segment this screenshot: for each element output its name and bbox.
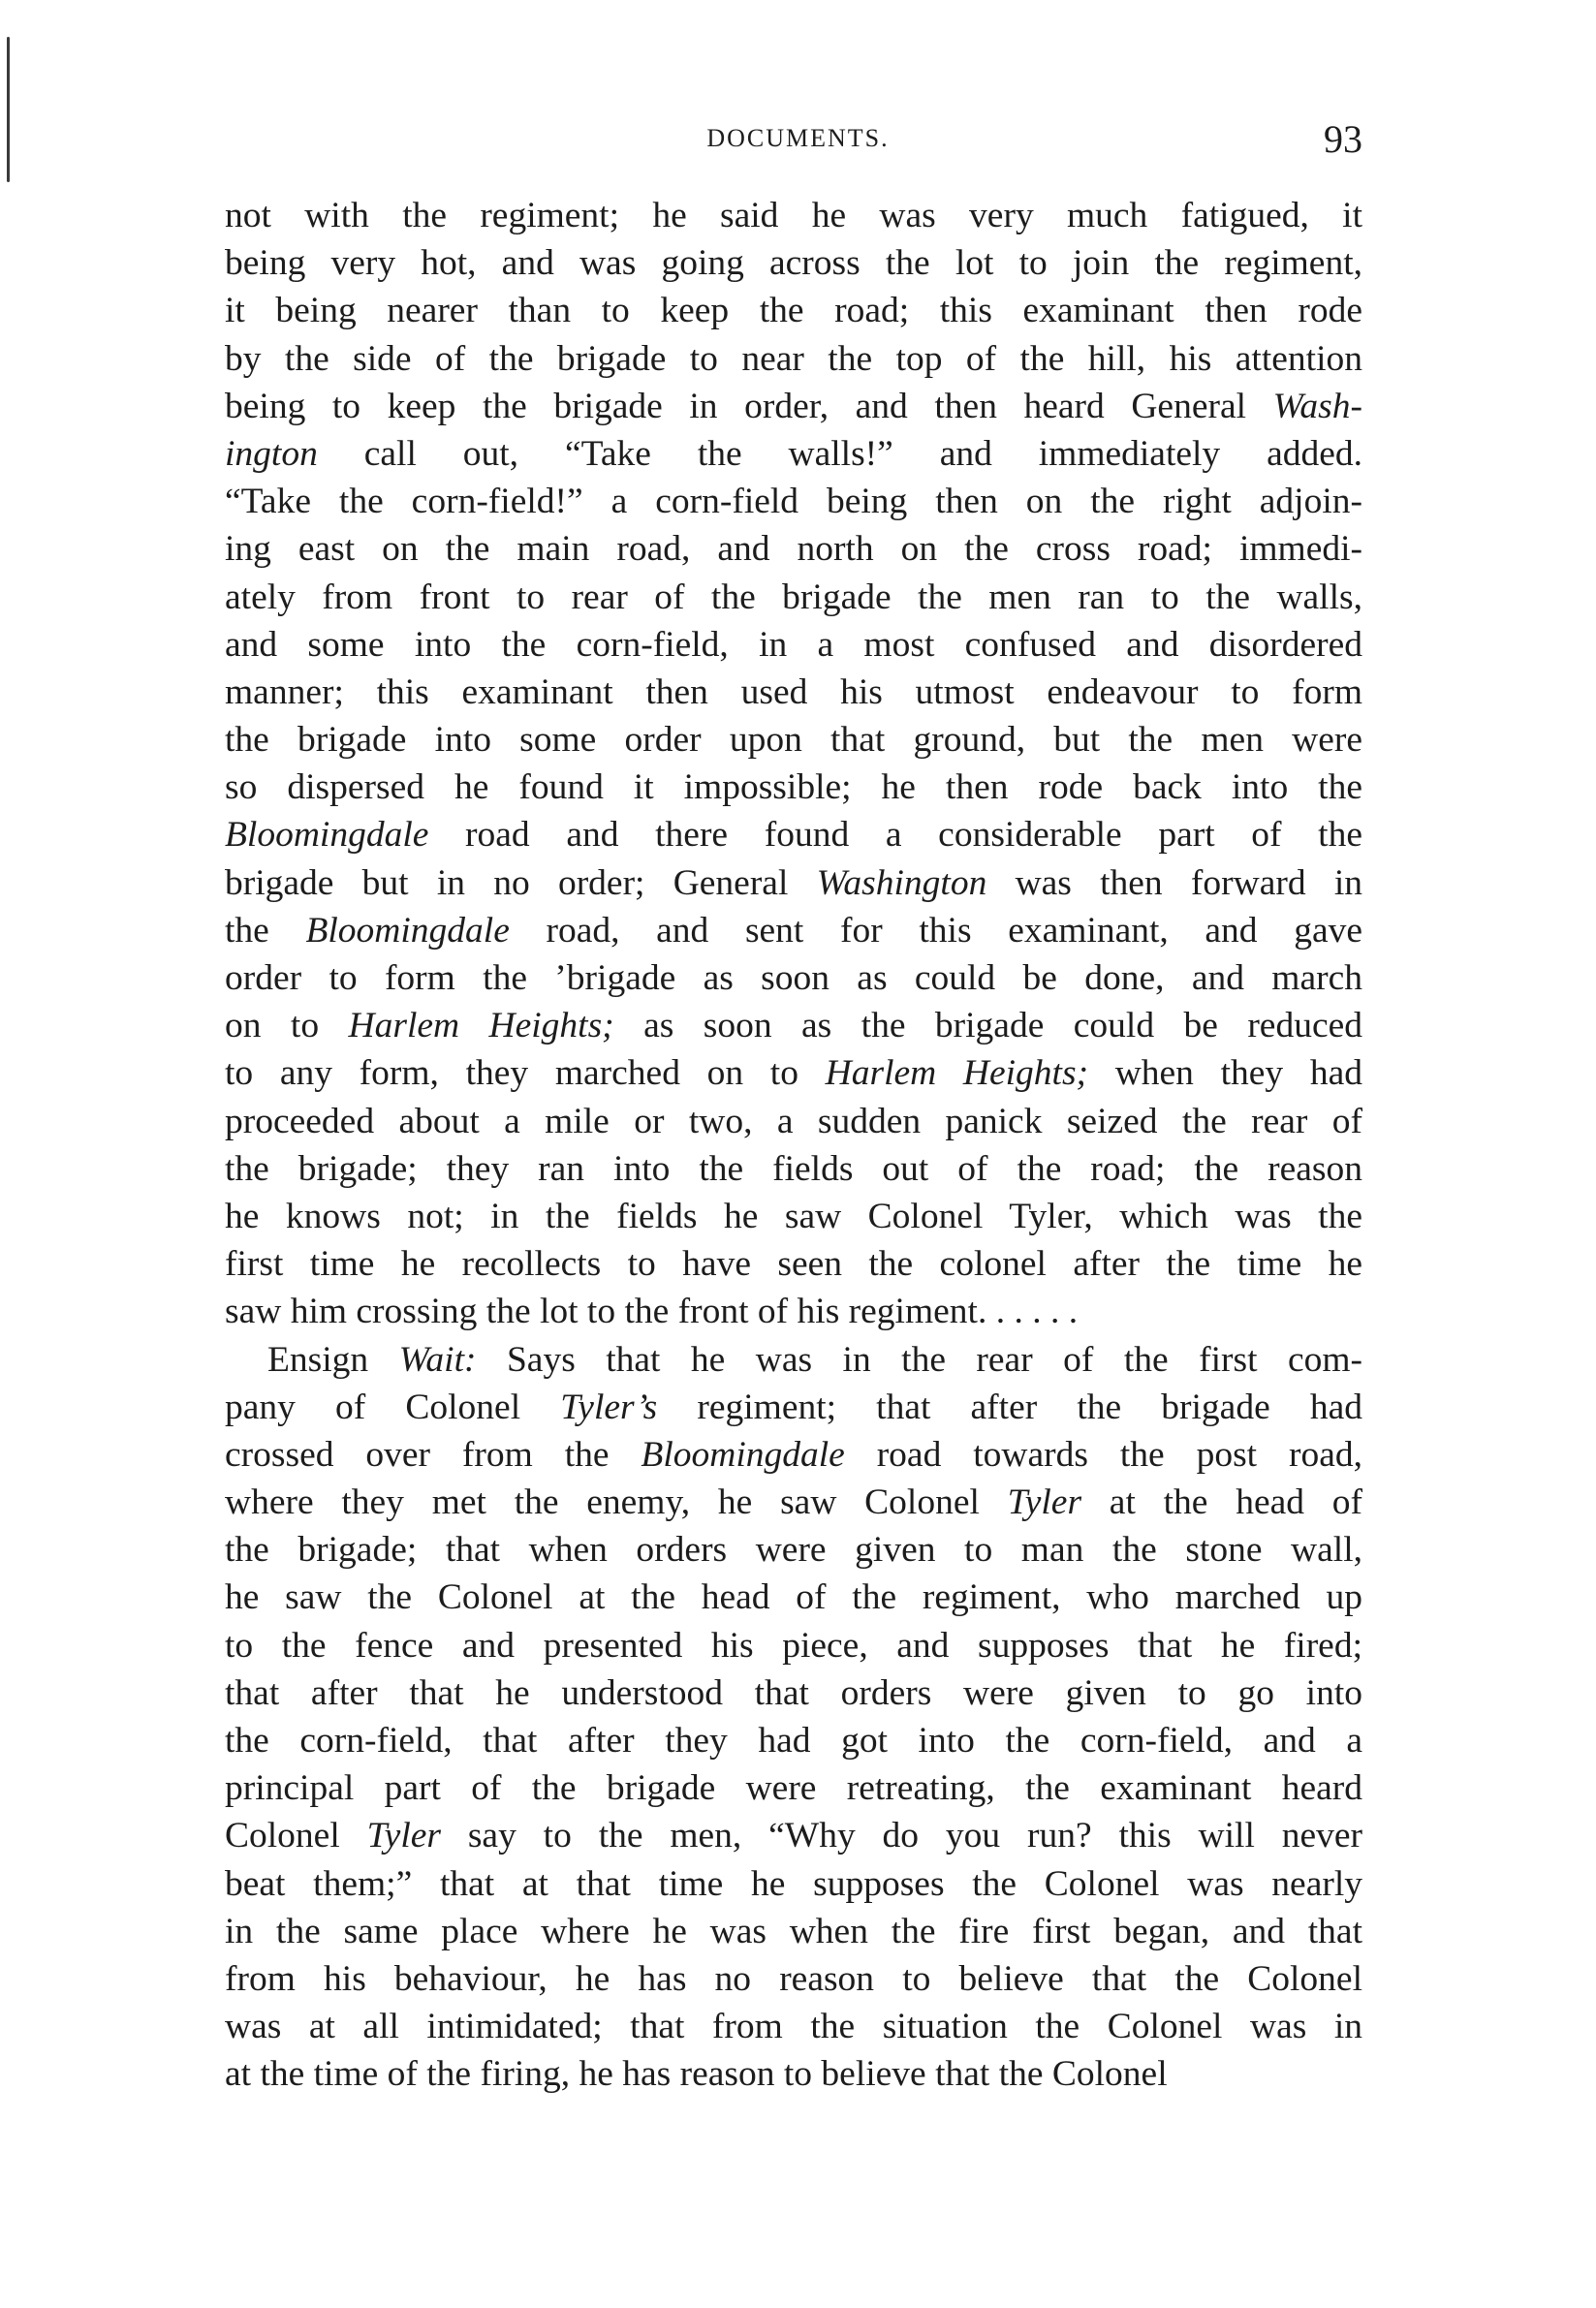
text-segment: call out, “Take the walls!” and immediately added. [317, 433, 1362, 474]
text-line [225, 1431, 1362, 1479]
text-segment: at the time of the firing, he has reason to believe that the Colonel [225, 2054, 1168, 2095]
text-segment: he saw the Colonel at the head of the regiment, who marched up [225, 1577, 1362, 1618]
text-segment: Says that he was in the rear of the first com- [476, 1339, 1362, 1380]
text-line [225, 430, 1362, 478]
text-segment: the corn-field, that after they had got into the corn-field, and a [225, 1721, 1362, 1761]
text-line [225, 1764, 1362, 1812]
text-segment: Wait: [398, 1339, 477, 1380]
text-segment: and some into the corn-field, in a most confused and disordered [225, 624, 1362, 665]
text-segment: not with the regiment; he said he was very much fatigued, it [225, 196, 1362, 235]
text-line [225, 1622, 1362, 1669]
text-segment: Washington [816, 862, 987, 903]
text-line [225, 1384, 1362, 1431]
text-segment: say to the men, “Why do you run? this will never [440, 1816, 1362, 1856]
text-segment: principal part of the brigade were retreating, the examinant heard [225, 1768, 1362, 1809]
text-line [225, 1574, 1362, 1621]
text-line [225, 239, 1362, 287]
text-line [225, 764, 1362, 811]
text-segment: order to form the ’brigade as soon as could be done, and march [225, 958, 1362, 998]
text-segment: saw him crossing the lot to the front of his regiment. . . . . . [225, 1292, 1079, 1332]
text-segment: Colonel [225, 1816, 367, 1856]
page-number: 93 [1324, 117, 1362, 161]
text-segment: was at all intimidated; that from the situation the Colonel was in [225, 2007, 1362, 2047]
text-segment: Wash- [1272, 386, 1362, 426]
text-segment: he knows not; in the fields he saw Colonel Tyler, which was the [225, 1196, 1362, 1236]
text-segment: being very hot, and was going across the lot to join the regiment, [225, 243, 1362, 284]
text-line [225, 1717, 1362, 1764]
text-line [225, 2003, 1362, 2050]
text-segment: Bloomingdale [641, 1434, 845, 1475]
text-line [225, 1669, 1362, 1717]
text-segment: “Take the corn-field!” a corn-field being then on the right adjoin- [225, 482, 1362, 522]
text-segment: road towards the post road, [844, 1434, 1362, 1475]
text-line [225, 1240, 1362, 1288]
text-line [225, 574, 1362, 621]
text-line [225, 811, 1362, 858]
text-line [225, 287, 1362, 334]
text-segment: it being nearer than to keep the road; this examinant then rode [225, 291, 1362, 331]
text-segment: manner; this examinant then used his utmost endeavour to form [225, 671, 1362, 712]
text-line [225, 1098, 1362, 1145]
text-line [225, 954, 1362, 1002]
text-segment: beat them;” that at that time he supposes the Colonel was nearly [225, 1863, 1362, 1904]
text-line [225, 1002, 1362, 1049]
text-line [225, 1860, 1362, 1908]
text-segment: road and there found a considerable part of the [428, 815, 1362, 856]
text-segment: being to keep the brigade in order, and then heard General [225, 386, 1273, 426]
text-segment: the brigade; they ran into the fields out of the road; the reason [225, 1148, 1362, 1189]
text-line [225, 1526, 1362, 1574]
text-line [225, 1193, 1362, 1240]
text-line [225, 335, 1362, 383]
text-segment: Tyler [1007, 1482, 1082, 1523]
text-segment: the [225, 910, 306, 951]
text-line [225, 525, 1362, 573]
text-segment: ately from front to rear of the brigade the men ran to the walls, [225, 577, 1362, 617]
running-head [0, 116, 1596, 161]
text-segment: was then forward in [986, 862, 1362, 903]
text-line [225, 1336, 1362, 1384]
text-line [225, 1479, 1362, 1526]
text-segment: proceeded about a mile or two, a sudden panick seized the rear of [225, 1101, 1362, 1141]
text-line [225, 1145, 1362, 1193]
text-line [225, 1812, 1362, 1859]
text-segment: as soon as the brigade could be reduced [613, 1006, 1362, 1046]
text-line [225, 1288, 1362, 1335]
text-line [225, 669, 1362, 716]
text-segment: Bloomingdale [225, 815, 429, 856]
margin-rule [7, 37, 10, 182]
text-segment: Ensign [267, 1339, 399, 1380]
text-line [225, 1955, 1362, 2003]
text-line [225, 1049, 1362, 1097]
text-segment: by the side of the brigade to near the top of the hill, his attention [225, 338, 1362, 379]
text-segment: when they had [1088, 1053, 1362, 1094]
text-segment: first time he recollects to have seen the colonel after the time he [225, 1244, 1362, 1285]
text-segment: brigade but in no order; General [225, 862, 817, 903]
text-segment: ing east on the main road, and north on the cross road; immedi- [225, 529, 1362, 570]
text-segment: from his behaviour, he has no reason to believe that the Colonel [225, 1958, 1362, 1999]
text-segment: Tyler’s [560, 1387, 658, 1427]
text-segment: Harlem Heights; [348, 1006, 614, 1046]
text-segment: in the same place where he was when the fire first began, and that [225, 1911, 1362, 1951]
text-line [225, 859, 1362, 907]
text-segment: regiment; that after the brigade had [657, 1387, 1362, 1427]
text-segment: where they met the enemy, he saw Colonel [225, 1482, 1008, 1523]
text-segment: to the fence and presented his piece, and supposes that he fired; [225, 1625, 1362, 1666]
text-segment: the brigade; that when orders were given to man the stone wall, [225, 1530, 1362, 1571]
text-line [225, 1908, 1362, 1955]
text-line [225, 907, 1362, 954]
body-text [225, 192, 1362, 2099]
text-segment: to any form, they marched on to [225, 1053, 826, 1094]
text-segment: pany of Colonel [225, 1387, 561, 1427]
text-segment: the brigade into some order upon that ground, but the men were [225, 720, 1362, 761]
text-segment: Bloomingdale [305, 910, 510, 951]
text-segment: Tyler [366, 1816, 441, 1856]
text-segment: ington [225, 433, 318, 474]
text-segment: road, and sent for this examinant, and gave [509, 910, 1362, 951]
page-title: DOCUMENTS. [706, 124, 890, 152]
text-segment: that after that he understood that orders were given to go into [225, 1672, 1362, 1713]
text-segment: on to [225, 1006, 349, 1046]
text-line [225, 716, 1362, 764]
text-segment: crossed over from the [225, 1434, 642, 1475]
text-line [225, 192, 1362, 239]
text-segment: so dispersed he found it impossible; he then rode back into the [225, 767, 1362, 808]
text-line [225, 621, 1362, 669]
text-line [225, 2050, 1362, 2098]
text-segment: Harlem Heights; [825, 1053, 1089, 1094]
text-segment: at the head of [1081, 1482, 1362, 1523]
text-line [225, 478, 1362, 525]
text-line [225, 383, 1362, 430]
